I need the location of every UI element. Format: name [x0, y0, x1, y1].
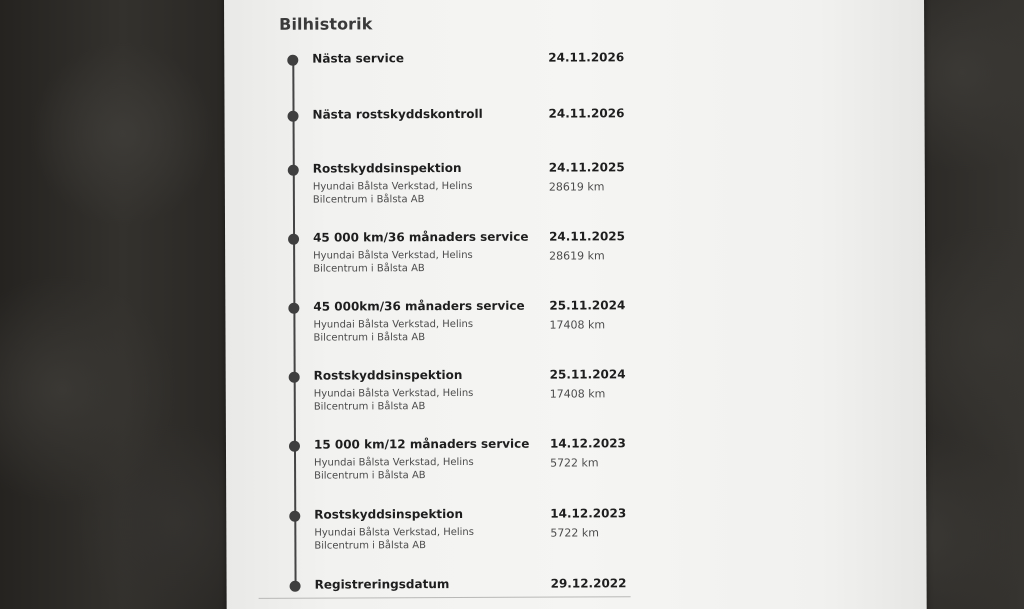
- entry-title: Registreringsdatum: [314, 577, 450, 592]
- history-entry: [226, 366, 926, 419]
- entry-title: 45 000 km/36 månaders service: [313, 229, 529, 245]
- entry-title: Rostskyddsinspektion: [313, 367, 463, 383]
- entry-workshop: Hyundai Bålsta Verkstad, Helins Bilcentrum i Bålsta AB: [314, 526, 474, 552]
- entry-title: 15 000 km/12 månaders service: [313, 436, 530, 452]
- entry-date: 29.12.2022: [550, 576, 627, 591]
- entry-date: 14.12.2023: [550, 506, 627, 521]
- entry-mileage: 28619 km: [548, 180, 605, 194]
- entry-mileage: 17408 km: [549, 318, 606, 332]
- entry-workshop: Hyundai Bålsta Verkstad, Helins Bilcentrum i Bålsta AB: [313, 318, 474, 344]
- history-entry: [226, 435, 926, 488]
- entry-title: Rostskyddsinspektion: [312, 160, 462, 176]
- timeline-dot: [288, 234, 299, 245]
- entry-date: 24.11.2025: [549, 229, 626, 244]
- entry-date: 14.12.2023: [549, 436, 626, 451]
- entry-date: 24.11.2026: [548, 106, 625, 121]
- timeline-dot: [289, 441, 300, 452]
- timeline-dot: [288, 165, 299, 176]
- history-entry: [226, 505, 926, 558]
- entry-workshop: Hyundai Bålsta Verkstad, Helins Bilcentrum i Bålsta AB: [313, 249, 473, 275]
- history-entry: [224, 49, 924, 102]
- entry-title: Nästa service: [312, 51, 404, 66]
- entry-mileage: 28619 km: [549, 249, 605, 263]
- history-entry: [225, 228, 925, 281]
- entry-workshop: Hyundai Bålsta Verkstad, Helins Bilcentrum i Bålsta AB: [312, 180, 473, 206]
- page-title: Bilhistorik: [279, 14, 373, 34]
- entry-mileage: 5722 km: [550, 526, 599, 540]
- entry-date: 24.11.2026: [548, 50, 625, 65]
- timeline-dot: [289, 511, 300, 522]
- entry-title: Nästa rostskyddskontroll: [312, 106, 483, 122]
- entry-workshop: Hyundai Bålsta Verkstad, Helins Bilcentrum i Bålsta AB: [314, 456, 474, 482]
- entry-mileage: 5722 km: [550, 456, 599, 470]
- entry-mileage: 17408 km: [549, 387, 606, 401]
- timeline-dot: [289, 372, 300, 383]
- timeline-dot: [287, 55, 298, 66]
- history-entry: [227, 575, 927, 609]
- history-entry: [224, 105, 924, 158]
- paper-document: [224, 0, 927, 609]
- entry-title: Rostskyddsinspektion: [314, 506, 464, 522]
- history-entry: [225, 297, 925, 350]
- entry-workshop: Hyundai Bålsta Verkstad, Helins Bilcentrum i Bålsta AB: [313, 387, 474, 413]
- entry-date: 25.11.2024: [549, 298, 626, 313]
- timeline-dot: [288, 303, 299, 314]
- timeline-dot: [290, 581, 301, 592]
- timeline-dot: [288, 111, 299, 122]
- history-entry: [225, 159, 925, 212]
- entry-title: 45 000km/36 månaders service: [313, 298, 525, 314]
- entry-date: 24.11.2025: [548, 160, 625, 175]
- entry-date: 25.11.2024: [549, 367, 626, 382]
